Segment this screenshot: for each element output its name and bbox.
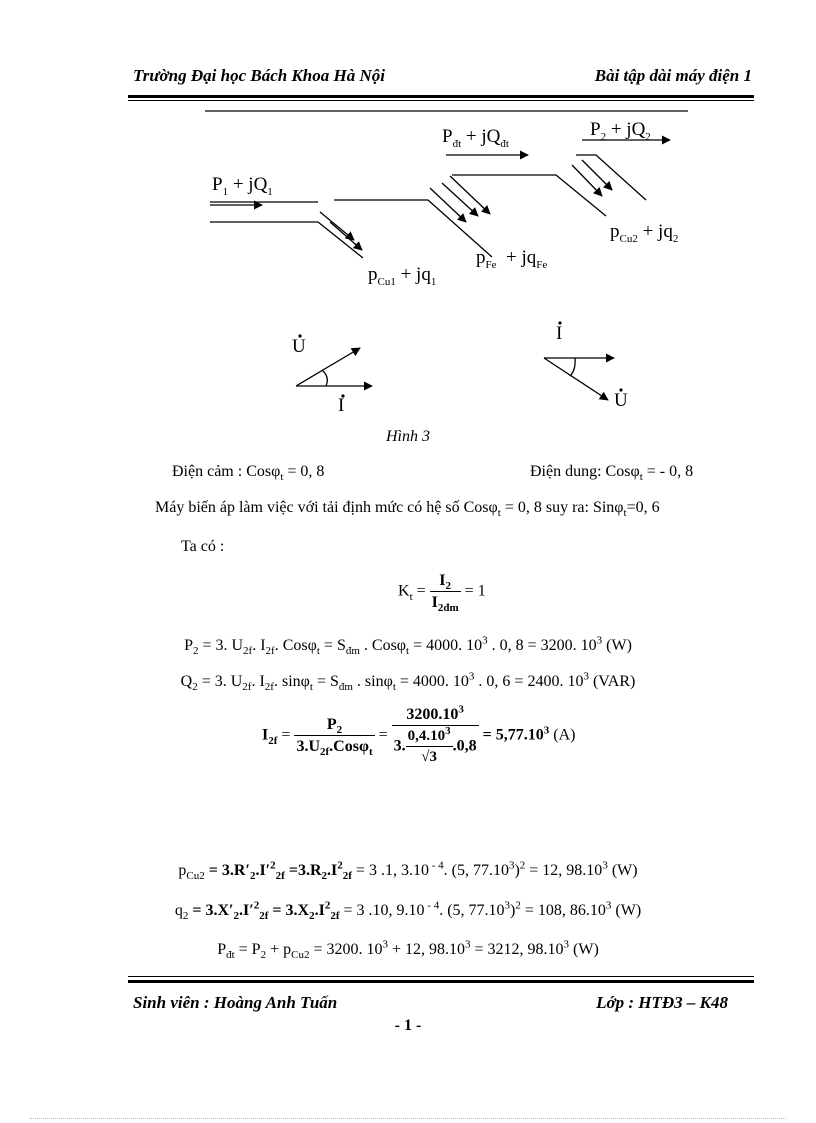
loss-arrow-fe2: [442, 183, 478, 216]
label-p2-jq2: $P_2 + jQ_2$: [590, 119, 651, 143]
power-flow-diagram: [0, 0, 816, 420]
footer-rule-thick: [128, 980, 754, 983]
q2-loss-equation: $q_2 = 3.X'_2.I'^2_{2f} = 3.X_2.I^2_{2f} = 3$ .10, 9.10 $^{- 4}$. (5, $77.10^3)^2 = 108$, 86.10$^3$ (W): [174, 899, 642, 923]
label-i2: I: [556, 323, 563, 344]
rated-load-line: Máy biến áp làm việc với tải định mức có hệ số Cosφ$_t$ = 0, 8 suy ra: Sinφ$_t$=0, 6: [155, 499, 660, 520]
inductive-label: Điện cảm : Cosφ$_t$ = 0, 8: [172, 463, 325, 484]
kt-fraction: $\frac{I_2}{I_{2đm}}$: [431, 572, 459, 615]
label-pcu1-jq1: $p_{Cu1} + jq_1$: [368, 264, 437, 288]
label-p1-jq1: $P_1 + jQ_1$: [212, 174, 273, 198]
phasor-angle-arc-1: [322, 370, 327, 386]
taco-label: Ta có :: [181, 538, 225, 555]
flow-step-1-lower: [210, 222, 363, 258]
flow-step-3-lower: [452, 175, 606, 216]
kt-equation: $K_t$ = $\frac{I_2}{I_{2đm}}$ = 1: [398, 572, 486, 615]
flow-step-2-lower: [334, 200, 492, 257]
q2-equation: $Q_2 = 3$. $U_{2f}$. $I_{2f}$. $\sin\varphi_t = S_{đm}$ . sinφ$_t$ = 4000. $10^3$ . 0, 6 = 2400. $10^3$ (VAR): [180, 670, 636, 694]
page-edge: [30, 1118, 786, 1119]
figure-caption: Hình 3: [386, 428, 430, 445]
label-pdt-jqdt: $P_{đt} + jQ_{đt}$: [442, 126, 509, 150]
page-number: - 1 -: [394, 1017, 422, 1034]
i2f-fraction-2: 3200.10$^3$ 3. $\frac{0,4.10^3}{√3}$ .0,8: [393, 703, 477, 765]
footer-student: Sinh viên : Hoàng Anh Tuấn: [133, 993, 338, 1012]
p2-equation: $P_2 = 3$. $U_{2f}$. $I_{2f}$. $Cos\varphi_t = S_{đm}$ . Cosφ$_t$ = 4000. $10^3$ . 0, 8 = 3200. $10^3$ (W): [184, 634, 632, 658]
label-u2: U: [614, 390, 628, 411]
label-i: I: [338, 395, 345, 416]
pcu2-equation: $p_{Cu2} = 3.R'_2.I'^2_{2f} =3.R_2.I^2_{2f} = 3$ .1, 3.10 $^{- 4}$. (5, $77.10^3)^2 = 12$, 98.10$^3$ (W): [178, 859, 638, 883]
footer-class: Lớp : HTĐ3 – K48: [596, 993, 728, 1012]
label-pfe-jqfe: $p_{Fe} + jq_{Fe}$: [476, 247, 548, 271]
i2f-equation: $I_{2f}$ = $\frac{P_2}{3.U_{2f}.Cos\varphi_t}$ = 3200.10$^3$ 3. $\frac{0,4.10^3}{√3}$ .0,8 = $5,77.10^3$ (A): [262, 703, 576, 765]
label-pcu2-jq2: $p_{Cu2} + jq_2$: [610, 221, 679, 245]
phasor-u2-arrow: [544, 358, 608, 400]
capacitive-label: Điện dung: Cosφ$_t$ = - 0, 8: [530, 463, 694, 484]
loss-arrow-cu1a: [320, 212, 354, 240]
pdt-equation: $P_{đt} = P_2 + p_{Cu2} = 3200$. $10^3 + 12$, $98.10^3 = 3212$, 98.10$^3$ (W): [217, 938, 599, 962]
footer-rule-thin: [128, 976, 754, 977]
flow-step-3-upper: [576, 155, 646, 200]
header-course: Bài tập dài máy điện 1: [594, 66, 752, 85]
header-school: Trường Đại học Bách Khoa Hà Nội: [133, 66, 385, 85]
phasor-angle-arc-2: [570, 358, 575, 376]
loss-arrow-fe1: [430, 188, 466, 222]
label-u: U: [292, 336, 306, 357]
i2f-fraction-1: $\frac{P_2}{3.U_{2f}.Cos\varphi_t}$: [296, 716, 373, 759]
